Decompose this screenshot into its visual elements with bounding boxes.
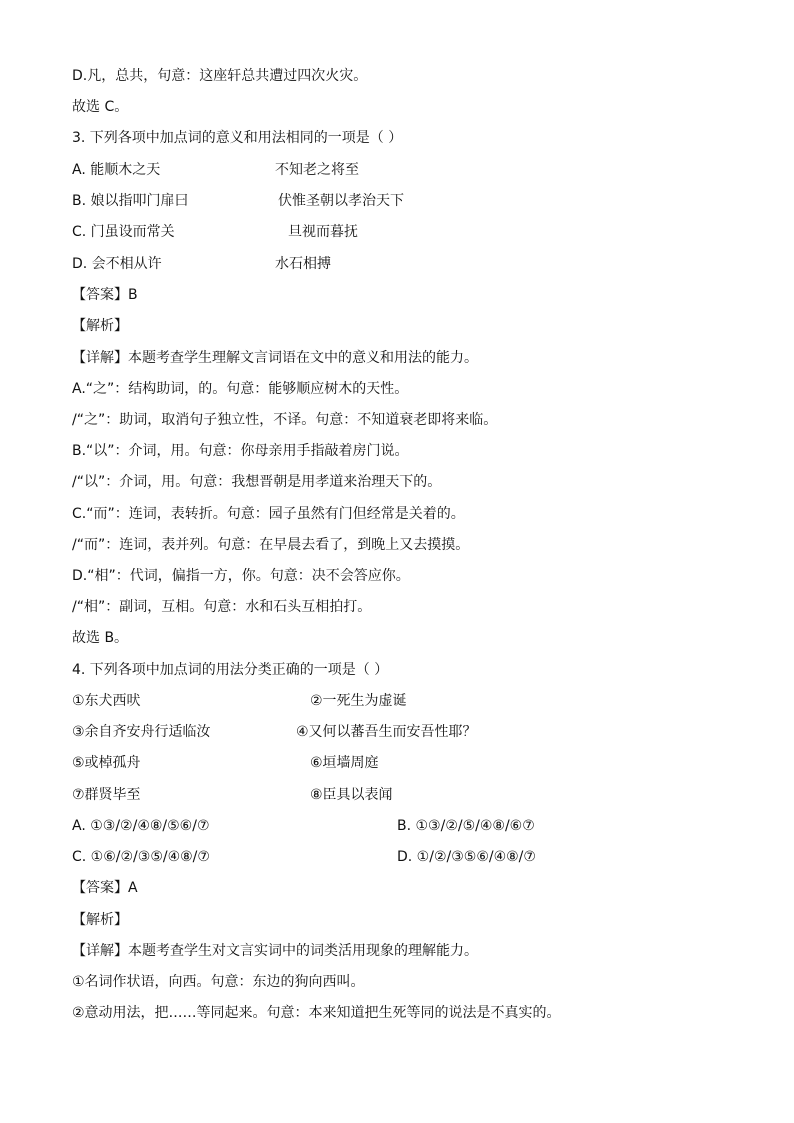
option-b: B. 娘以指叩门扉曰 [72,193,189,209]
text-line: 故选 C。 [72,99,129,115]
item-5: ⑤或棹孤舟 [72,755,141,771]
text-line: B.“以”：介词，用。句意：你母亲用手指敲着房门说。 [72,443,409,459]
option-c-pair: 旦视而暮抚 [288,224,358,240]
item-2: ②一死生为虚诞 [310,693,407,709]
analysis-label: 【解析】 [72,318,128,334]
analysis-label: 【解析】 [72,912,128,928]
option-a: A. 能顺木之天 [72,162,161,178]
choice-c: C. ①⑥/②/③⑤/④⑧/⑦ [72,849,210,865]
choice-a: A. ①③/②/④⑧/⑤⑥/⑦ [72,818,210,834]
text-line: 故选 B。 [72,630,129,646]
text-line: /“之”：助词，取消句子独立性，不译。句意：不知道衰老即将来临。 [72,412,498,428]
item-6: ⑥垣墙周庭 [310,755,379,771]
option-b-pair: 伏惟圣朝以孝治天下 [278,193,404,209]
question-3: 3. 下列各项中加点词的意义和用法相同的一项是（ ） [72,130,403,146]
text-line: /“相”：副词，互相。句意：水和石头互相拍打。 [72,599,372,615]
option-d-pair: 水石相搏 [275,256,331,272]
item-1: ①东犬西吠 [72,693,141,709]
text-line: ②意动用法，把……等同起来。句意：本来知道把生死等同的说法是不真实的。 [72,1005,561,1021]
item-3: ③余自齐安舟行适临汝 [72,724,211,740]
text-line: /“而”：连词，表并列。句意：在早晨去看了，到晚上又去摸摸。 [72,537,470,553]
choice-b: B. ①③/②/⑤/④⑧/⑥⑦ [397,818,535,834]
option-c: C. 门虽设而常关 [72,224,175,240]
text-line: /“以”：介词，用。句意：我想晋朝是用孝道来治理天下的。 [72,474,442,490]
question-4: 4. 下列各项中加点词的用法分类正确的一项是（ ） [72,662,389,678]
text-line: C.“而”：连词，表转折。句意：园子虽然有门但经常是关着的。 [72,506,465,522]
answer-label: 【答案】A [72,880,138,896]
text-line: ①名词作状语，向西。句意：东边的狗向西叫。 [72,974,365,990]
option-d: D. 会不相从许 [72,256,162,272]
choice-d: D. ①/②/③⑤⑥/④⑧/⑦ [397,849,536,865]
option-a-pair: 不知老之将至 [275,162,359,178]
item-7: ⑦群贤毕至 [72,787,141,803]
item-8: ⑧臣具以表闻 [310,787,393,803]
text-line: D.“相”：代词，偏指一方，你。句意：决不会答应你。 [72,568,410,584]
item-4: ④又何以蕃吾生而安吾性耶？ [296,724,477,740]
detail-line: 【详解】本题考查学生对文言实词中的词类活用现象的理解能力。 [72,943,478,959]
text-line: D.凡，总共，句意：这座轩总共遭过四次火灾。 [72,68,368,84]
detail-line: 【详解】本题考查学生理解文言词语在文中的意义和用法的能力。 [72,350,478,366]
text-line: A.“之”：结构助词，的。句意：能够顺应树木的天性。 [72,381,409,397]
answer-label: 【答案】B [72,287,138,303]
